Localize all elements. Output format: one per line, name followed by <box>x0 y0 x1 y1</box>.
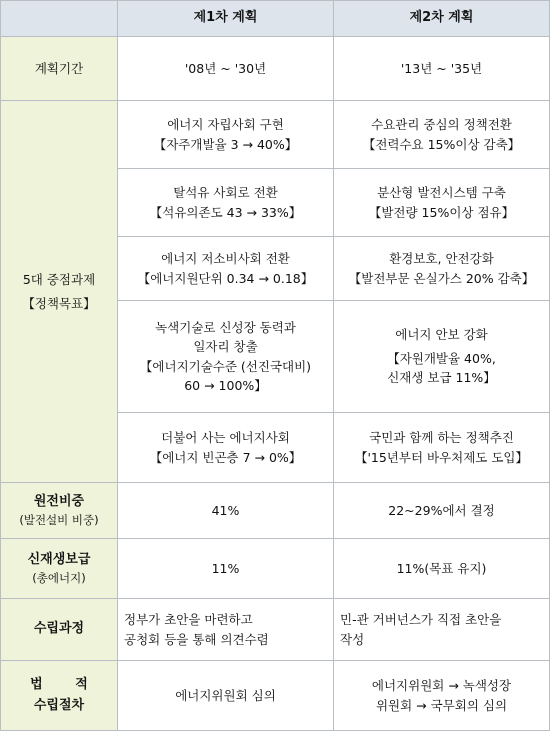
task-first-goal: 【석유의존도 43 → 33%】 <box>149 204 302 220</box>
procedure-label-line1: 법 적 <box>30 677 102 693</box>
tasks-label-line1: 5대 중점과제 <box>22 272 96 288</box>
process-first-line1: 정부가 초안을 마련하고 <box>124 612 253 628</box>
task-second-title: 국민과 함께 하는 정책추진 <box>369 430 514 446</box>
task-first-goal: 【에너지 빈곤층 7 → 0%】 <box>149 449 302 465</box>
task-first-cell <box>118 301 334 413</box>
procedure-label-line2: 수립절차 <box>33 697 85 713</box>
process-first-line2: 공청회 등을 통해 의견수렴 <box>124 631 269 647</box>
task-second-cell <box>334 101 550 169</box>
process-second-line1: 민-관 거버넌스가 직접 초안을 <box>340 612 502 628</box>
task-first-title: 탈석유 사회로 전환 <box>173 185 278 201</box>
task-row <box>1 101 550 169</box>
period-label-cell <box>1 37 118 101</box>
process-row <box>1 599 550 661</box>
task-first-cell <box>118 413 334 483</box>
process-label: 수립과정 <box>33 621 85 637</box>
task-second-title: 분산형 발전시스템 구축 <box>377 185 506 201</box>
renewable-sublabel: (총에너지) <box>32 570 86 585</box>
task-first-title-cont: 일자리 창출 <box>193 339 258 355</box>
procedure-row <box>1 661 550 731</box>
process-second-cell <box>334 599 550 661</box>
task-first-goal-cont: 60 → 100%】 <box>184 377 267 393</box>
period-second: '13년 ~ '35년 <box>334 37 550 101</box>
procedure-label-cell <box>1 661 118 731</box>
process-second-line2: 작성 <box>340 631 365 647</box>
renewable-row <box>1 539 550 599</box>
task-first-goal: 【에너지원단위 0.34 → 0.18】 <box>137 270 314 286</box>
renewable-label-cell <box>1 539 118 599</box>
tasks-label-cell <box>1 101 118 483</box>
procedure-second-cell <box>334 661 550 731</box>
period-row <box>1 37 550 101</box>
tasks-label-line2: 【정책목표】 <box>22 295 96 311</box>
nuclear-label: 원전비중 <box>33 493 85 509</box>
nuclear-first: 41% <box>118 483 334 539</box>
task-second-cell <box>334 169 550 237</box>
renewable-second: 11%(목표 유지) <box>334 539 550 599</box>
task-second-goal: 【발전부문 온실가스 20% 감축】 <box>348 270 535 286</box>
nuclear-label-cell <box>1 483 118 539</box>
task-second-title: 수요관리 중심의 정책전환 <box>371 117 512 133</box>
task-second-cell <box>334 237 550 301</box>
task-second-goal: 【자원개발율 40%, <box>387 350 496 366</box>
task-first-cell <box>118 169 334 237</box>
process-first-cell <box>118 599 334 661</box>
header-first-plan: 제1차 계획 <box>118 1 334 37</box>
task-first-goal: 【에너지기술수준 (선진국대비) <box>139 358 312 374</box>
task-second-goal: 【발전량 15%이상 점유】 <box>368 204 515 220</box>
task-first-title: 에너지 자립사회 구현 <box>167 117 284 133</box>
renewable-label: 신재생보급 <box>27 551 91 567</box>
header-label-cell <box>1 1 118 37</box>
task-first-cell <box>118 101 334 169</box>
process-label-cell <box>1 599 118 661</box>
procedure-first: 에너지위원회 심의 <box>118 661 334 731</box>
task-second-cell <box>334 301 550 413</box>
task-second-goal-cont: 신재생 보급 11%】 <box>387 370 496 386</box>
task-second-cell <box>334 413 550 483</box>
header-row <box>1 1 550 37</box>
header-second-plan: 제2차 계획 <box>334 1 550 37</box>
task-first-title: 에너지 저소비사회 전환 <box>161 251 290 267</box>
renewable-first: 11% <box>118 539 334 599</box>
nuclear-second: 22~29%에서 결정 <box>334 483 550 539</box>
task-second-goal: 【'15년부터 바우처제도 도입】 <box>354 449 529 465</box>
task-first-title: 녹색기술로 신성장 동력과 <box>155 319 296 335</box>
task-first-cell <box>118 237 334 301</box>
period-first: '08년 ~ '30년 <box>118 37 334 101</box>
nuclear-sublabel: (발전설비 비중) <box>19 512 99 527</box>
task-second-title: 에너지 안보 강화 <box>395 327 488 343</box>
procedure-second-line1: 에너지위원회 → 녹색성장 <box>371 678 512 694</box>
task-second-goal: 【전력수요 15%이상 감축】 <box>362 136 521 152</box>
task-first-goal: 【자주개발율 3 → 40%】 <box>153 136 298 152</box>
task-first-title: 더불어 사는 에너지사회 <box>161 430 290 446</box>
task-second-title: 환경보호, 안전강화 <box>389 251 494 267</box>
procedure-second-line2: 위원회 → 국무회의 심의 <box>375 697 508 713</box>
nuclear-row <box>1 483 550 539</box>
period-label: 계획기간 <box>34 60 84 76</box>
